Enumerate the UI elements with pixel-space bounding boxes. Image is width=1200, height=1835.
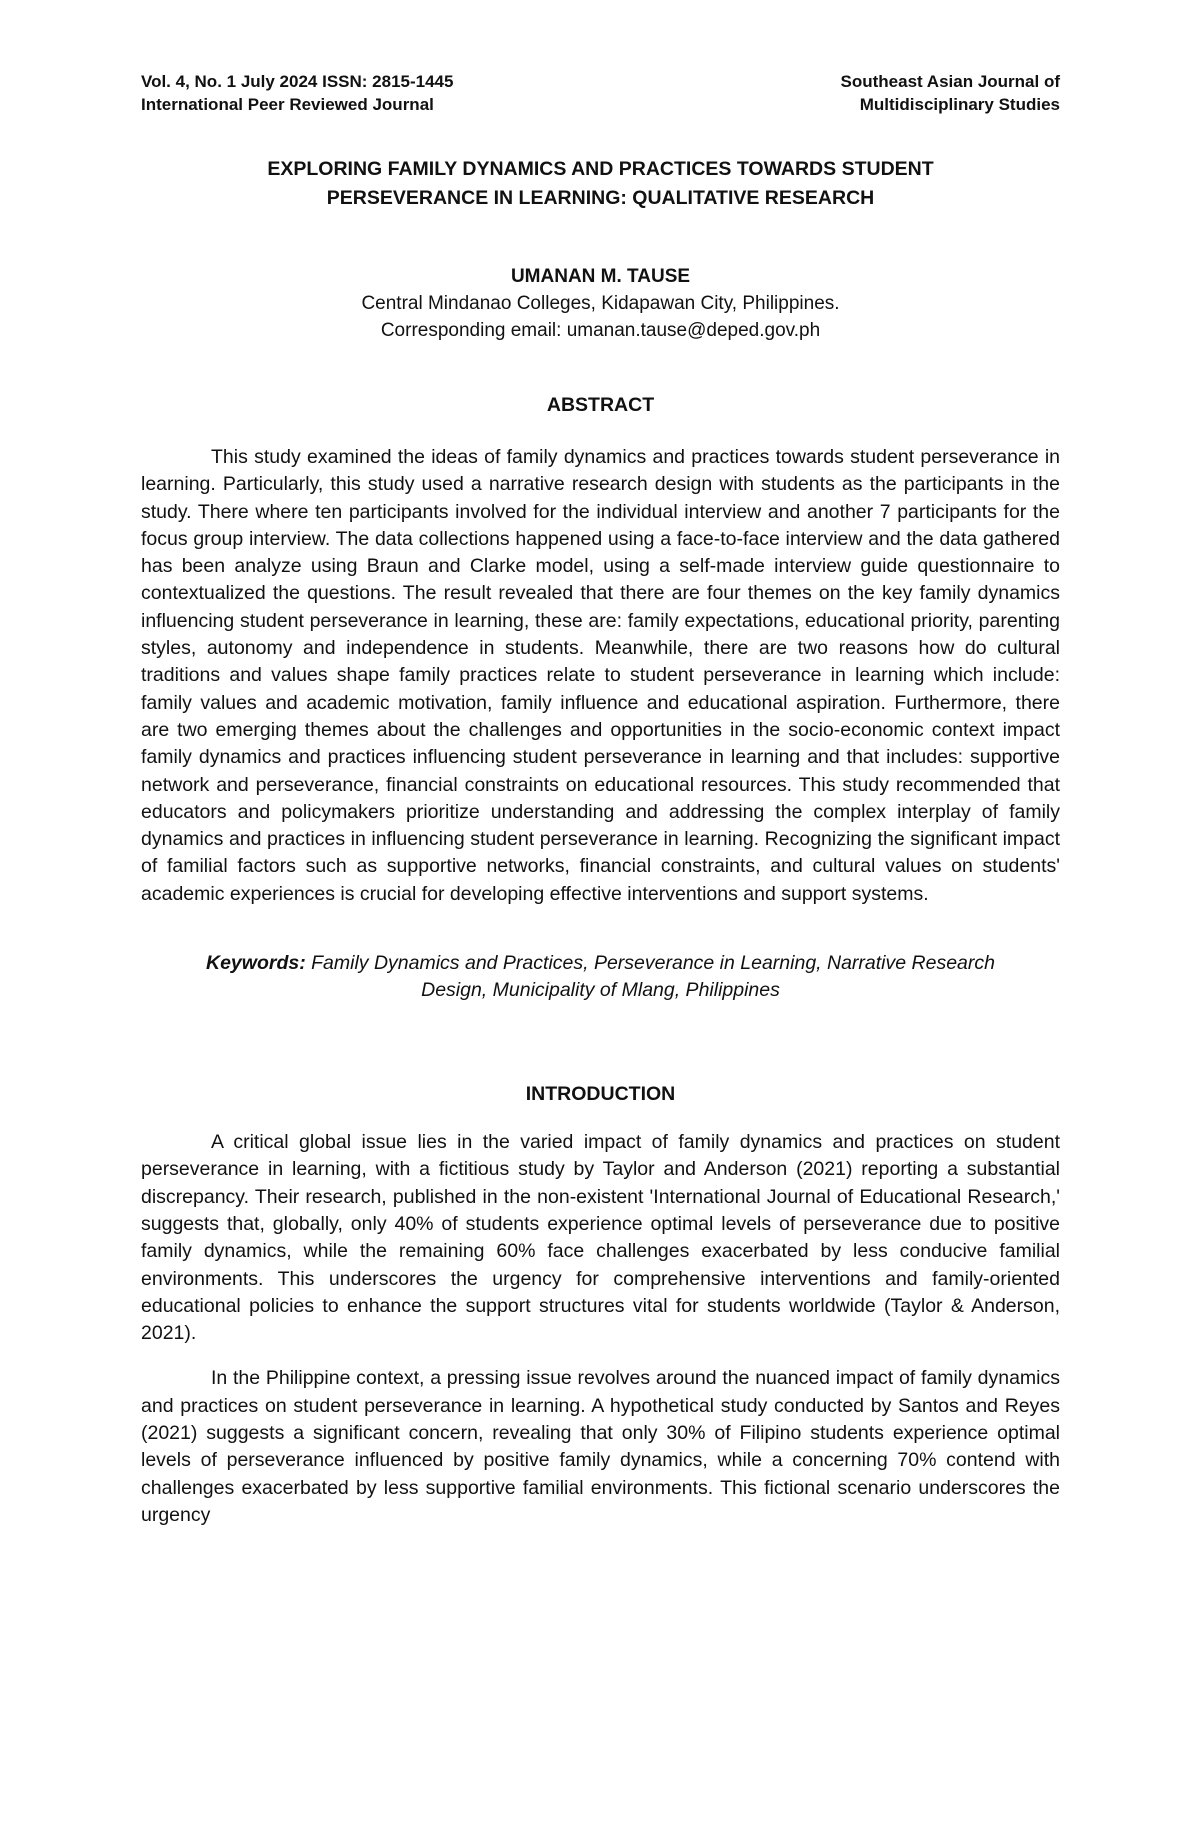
journal-title [841,70,1060,116]
introduction-paragraph-2: In the Philippine context, a pressing issue revolves around the nuanced impact of family dynamics and practices on student perseverance in learning. A hypothetical study conducted by Santos and Reyes (2021) suggests a significant concern, revealing that only 30% of Filipino students experience optimal levels of perseverance influenced by positive family dynamics, while a concerning 70% contend with challenges exacerbated by less supportive familial environments. This fictional scenario underscores the urgency [141,1367,1060,1526]
page-header [141,70,1060,116]
author-email: Corresponding email: umanan.tause@deped.gov.ph [380,320,821,341]
abstract-text: This study examined the ideas of family dynamics and practices towards student perseverance in learning. Particularly, this study used a narrative research design with students as the participants in the study. There where ten participants involved for the individual interview and another 7 participants for the focus group interview. The data collections happened using a face-to-face interview and the data gathered has been analyze using Braun and Clarke model, using a self-made interview guide questionnaire to contextualized the questions. The result revealed that there are four themes on the key family dynamics influencing student perseverance in learning, these are: family expectations, educational priority, parenting styles, autonomy and independence in students. Meanwhile, there are two reasons how do cultural traditions and values shape family practices relate to student perseverance in learning which include: family values and academic motivation, family influence and educational aspiration. Furthermore, there are two emerging themes about the challenges and opportunities in the socio-economic context impact family dynamics and practices influencing student perseverance in learning and that includes: supportive network and perseverance, financial constraints on educational resources. This study recommended that educators and policymakers prioritize understanding and addressing the complex interplay of family dynamics and practices in influencing student perseverance in learning. Recognizing the significant impact of familial factors such as supportive networks, financial constraints, and cultural values on students' academic experiences is crucial for developing effective interventions and support systems. [141,446,1060,905]
keywords-text: Family Dynamics and Practices, Perseverance in Learning, Narrative Research Design, Municipality of Mlang, Philippines [311,952,995,1002]
author-affiliation: Central Mindanao Colleges, Kidapawan City, Philippines. [361,293,840,314]
paper-title-line2: PERSEVERANCE IN LEARNING: QUALITATIVE RESEARCH [326,187,875,209]
journal-title-line2: Multidisciplinary Studies [859,95,1060,114]
keywords-label: Keywords: [206,952,306,975]
introduction-paragraph-1: A critical global issue lies in the varied impact of family dynamics and practices on student perseverance in learning, with a fictitious study by Taylor and Anderson (2021) reporting a substantial discrepancy. Their research, published in the non-existent 'International Journal of Educational Research,' suggests that, globally, only 40% of students experience optimal levels of perseverance due to positive family dynamics, while the remaining 60% face challenges exacerbated by less conducive familial environments. This underscores the urgency for comprehensive interventions and family-oriented educational policies to enhance the support structures vital for students worldwide (Taylor & Anderson, 2021). [141,1131,1060,1345]
abstract-heading: ABSTRACT [546,394,655,416]
review-type: International Peer Reviewed Journal [141,95,434,114]
paper-title-line1: EXPLORING FAMILY DYNAMICS AND PRACTICES TOWARDS STUDENT [267,158,934,180]
author-block [141,263,1060,344]
journal-title-line1: Southeast Asian Journal of [840,72,1060,91]
keywords [141,950,1060,1004]
introduction-heading: INTRODUCTION [525,1083,676,1106]
paper-title [141,155,1060,213]
journal-info [141,70,453,116]
volume-issn: Vol. 4, No. 1 July 2024 ISSN: 2815-1445 [141,72,454,91]
author-name: UMANAN M. TAUSE [510,266,691,287]
